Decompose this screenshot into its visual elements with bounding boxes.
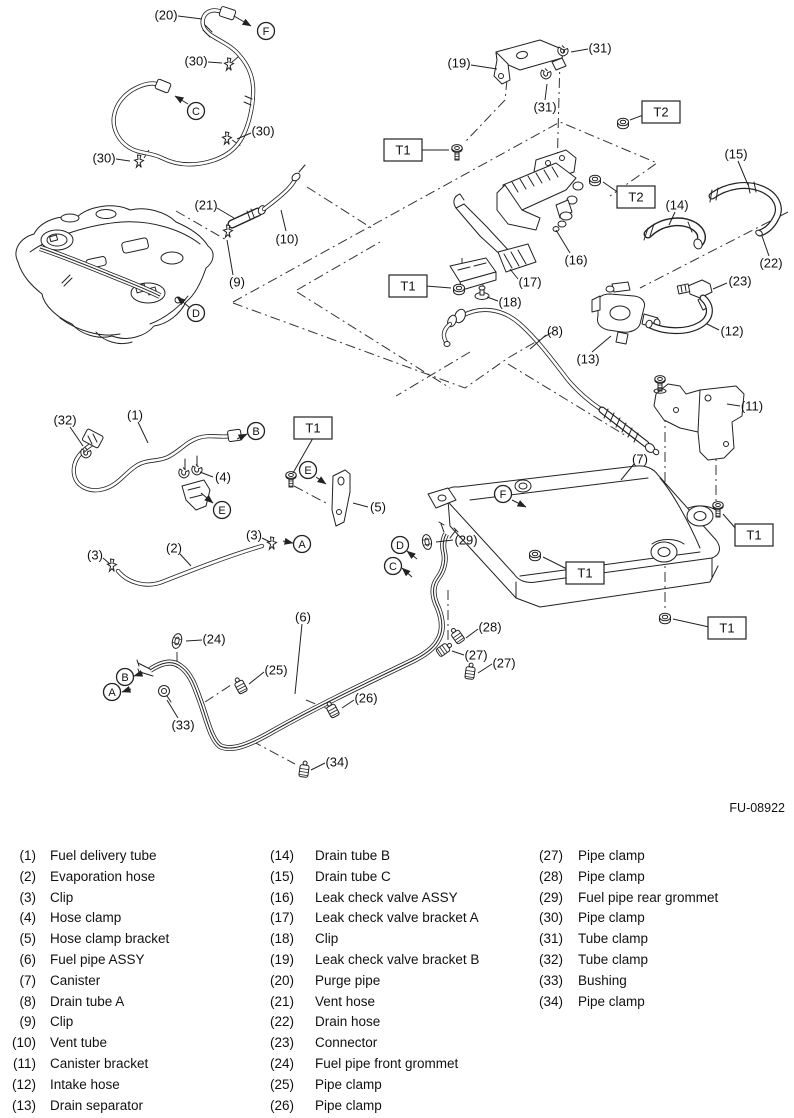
part-name: Hose clamp bracket (50, 931, 170, 947)
part-name: Pipe clamp (578, 848, 645, 863)
parts-list-row (258, 867, 479, 888)
purge-pipe-drawing (114, 6, 254, 167)
part-number: (29) (538, 889, 563, 905)
canister-drawing (428, 376, 744, 624)
part-callout: (31) (533, 99, 557, 115)
part-name: Canister (50, 972, 101, 988)
svg-text:D: D (192, 307, 200, 320)
part-callout: (21) (194, 197, 218, 213)
connection-markers (104, 23, 512, 701)
part-callout: (27) (492, 655, 516, 671)
part-callout: (25) (264, 662, 288, 678)
svg-text:F: F (262, 25, 270, 38)
part-name: Vent tube (50, 1035, 108, 1051)
parts-list-row (258, 1012, 479, 1033)
connection-marker (294, 536, 311, 553)
part-number: (26) (269, 1097, 294, 1113)
parts-list-row (258, 1054, 479, 1075)
part-callout: (13) (576, 351, 600, 367)
svg-text:T1: T1 (719, 620, 735, 636)
part-number: (34) (538, 993, 563, 1009)
connection-marker (495, 486, 512, 503)
bracket-19-drawing (494, 40, 568, 84)
svg-text:E: E (218, 504, 226, 517)
part-name: Hose clamp (50, 910, 122, 926)
connection-marker (188, 305, 205, 322)
parts-list-row (0, 1033, 169, 1054)
part-name: Drain separator (50, 1097, 144, 1113)
parts-list-row (0, 1096, 169, 1117)
part-callout: (32) (53, 412, 77, 428)
part-name: Fuel pipe front grommet (315, 1055, 459, 1071)
svg-text:C: C (192, 105, 200, 118)
part-name: Evaporation hose (50, 868, 156, 884)
part-name: Intake hose (50, 1076, 120, 1092)
connection-marker (248, 423, 265, 440)
parts-list-row (258, 1033, 479, 1054)
torque-label (617, 186, 655, 208)
torque-label (735, 524, 773, 546)
parts-list-row (527, 908, 718, 929)
part-number: (3) (19, 889, 36, 905)
part-callout: (8) (547, 323, 563, 339)
parts-list-row (527, 950, 718, 971)
parts-list-row (0, 846, 169, 867)
part-name: Leak check valve bracket A (315, 910, 479, 926)
parts-list-row (527, 992, 718, 1013)
part-callout: (34) (325, 754, 349, 770)
part-number: (8) (19, 993, 36, 1009)
leak-check-valve-drawing (450, 118, 629, 299)
torque-label (389, 275, 427, 297)
part-callout: (26) (354, 690, 378, 706)
part-number: (19) (269, 951, 294, 967)
svg-text:T1: T1 (577, 565, 593, 581)
parts-list-row (527, 867, 718, 888)
part-number: (28) (538, 868, 563, 884)
connection-arrows (122, 16, 526, 692)
parts-list-row (0, 971, 169, 992)
part-number: (9) (19, 1014, 36, 1030)
parts-list-row (258, 992, 479, 1013)
part-number: (18) (269, 931, 294, 947)
part-callout: (27) (464, 647, 488, 663)
part-name: Leak check valve bracket B (315, 951, 480, 967)
part-number: (6) (19, 951, 36, 967)
part-callout: (3) (87, 547, 103, 563)
svg-text:B: B (121, 671, 129, 684)
part-number: (31) (538, 931, 563, 947)
part-name: Fuel pipe ASSY (50, 951, 145, 967)
part-callout: (4) (215, 469, 231, 485)
part-name: Clip (50, 1014, 74, 1030)
parts-list-row (0, 1012, 169, 1033)
part-name: Pipe clamp (578, 993, 645, 1009)
part-callout: (20) (154, 7, 178, 23)
part-name: Drain hose (315, 1014, 381, 1030)
part-name: Leak check valve ASSY (315, 889, 458, 905)
part-callout: (10) (275, 231, 299, 247)
part-name: Purge pipe (315, 972, 381, 988)
parts-list-row (258, 908, 479, 929)
part-name: Drain tube A (50, 993, 125, 1009)
parts-list-row (258, 950, 479, 971)
part-number: (12) (11, 1076, 36, 1092)
svg-text:E: E (304, 464, 312, 477)
part-callout: (17) (518, 274, 542, 290)
figure-code: FU-08922 (729, 801, 785, 815)
part-callout: (6) (295, 609, 311, 625)
part-callout: (3) (246, 527, 262, 543)
part-number: (16) (269, 889, 294, 905)
part-name: Drain tube B (315, 848, 391, 863)
parts-list-row (258, 1096, 479, 1117)
part-callout: (11) (740, 398, 764, 414)
part-callout: (30) (251, 123, 275, 139)
vent-hose-drawing (223, 165, 305, 238)
part-name: Pipe clamp (315, 1076, 382, 1092)
svg-text:T1: T1 (305, 420, 321, 436)
parts-list-row (258, 846, 479, 867)
parts-list-row (527, 929, 718, 950)
torque-label (566, 562, 604, 584)
part-callout: (22) (759, 255, 783, 271)
part-number: (2) (19, 868, 36, 884)
part-callout: (24) (202, 631, 226, 647)
svg-text:A: A (298, 538, 306, 551)
connection-marker (300, 462, 317, 479)
svg-text:B: B (252, 425, 260, 438)
part-callout: (28) (478, 619, 502, 635)
part-number: (14) (269, 848, 294, 863)
parts-list-column (258, 846, 479, 1116)
part-number: (15) (269, 868, 294, 884)
connection-marker (117, 669, 134, 686)
part-name: Tube clamp (578, 931, 649, 947)
part-number: (23) (269, 1035, 294, 1051)
part-number: (10) (11, 1035, 36, 1051)
parts-list-row (258, 888, 479, 909)
part-number: (4) (19, 910, 36, 926)
part-number: (32) (538, 951, 563, 967)
part-number: (27) (538, 848, 563, 863)
part-number: (13) (11, 1097, 36, 1113)
connection-marker (385, 558, 402, 575)
part-callout: (12) (720, 323, 744, 339)
svg-text:T2: T2 (653, 104, 669, 120)
parts-list-row (258, 971, 479, 992)
part-callout: (9) (229, 274, 245, 290)
part-name: Tube clamp (578, 951, 649, 967)
part-name: Bushing (578, 972, 627, 988)
connection-marker (392, 537, 409, 554)
part-name: Clip (315, 931, 339, 947)
connection-marker (258, 23, 275, 40)
part-number: (24) (269, 1055, 294, 1071)
part-callout: (1) (127, 407, 143, 423)
parts-list-row (527, 971, 718, 992)
part-name: Pipe clamp (315, 1097, 382, 1113)
part-name: Fuel delivery tube (50, 848, 157, 863)
part-callout: (7) (632, 451, 648, 467)
parts-list-row (0, 929, 169, 950)
svg-text:T1: T1 (400, 278, 416, 294)
parts-list-row (0, 888, 169, 909)
fuel-pipe-assy-drawing (137, 522, 476, 778)
parts-list-row (527, 846, 718, 867)
part-number: (22) (269, 1014, 294, 1030)
part-number: (7) (19, 972, 36, 988)
parts-list-row (0, 1075, 169, 1096)
svg-text:T1: T1 (395, 142, 411, 158)
part-name: Drain tube C (315, 868, 391, 884)
part-name: Canister bracket (50, 1055, 149, 1071)
torque-label (384, 139, 422, 161)
svg-text:A: A (108, 686, 116, 699)
part-number: (17) (269, 910, 294, 926)
torque-label (294, 417, 332, 439)
parts-list-row (0, 950, 169, 971)
part-callout: (23) (728, 273, 752, 289)
evaporation-hose-drawing (107, 537, 276, 585)
part-callout: (29) (454, 532, 478, 548)
part-callout: (14) (665, 197, 689, 213)
part-callout: (15) (724, 146, 748, 162)
part-name: Pipe clamp (578, 868, 645, 884)
svg-text:C: C (389, 560, 397, 573)
part-callout: (19) (447, 55, 471, 71)
part-name: Connector (315, 1035, 378, 1051)
part-name: Fuel pipe rear grommet (578, 889, 719, 905)
connection-marker (188, 103, 205, 120)
torque-label (642, 101, 680, 123)
part-number: (1) (19, 848, 36, 863)
part-callout: (16) (564, 252, 588, 268)
parts-list-column (527, 846, 718, 1012)
part-callout: (33) (171, 717, 195, 733)
part-number: (30) (538, 910, 563, 926)
parts-list-row (0, 1054, 169, 1075)
connection-marker (214, 502, 231, 519)
part-name: Pipe clamp (578, 910, 645, 926)
part-callout: (30) (184, 53, 208, 69)
fuel-tank-drawing (16, 206, 213, 344)
parts-list-row (0, 992, 169, 1013)
connection-marker (104, 684, 121, 701)
torque-label (708, 617, 746, 639)
part-number: (25) (269, 1076, 294, 1092)
svg-text:T2: T2 (628, 189, 644, 205)
parts-list-column (0, 846, 169, 1116)
part-callout: (5) (370, 499, 386, 515)
part-number: (5) (19, 931, 36, 947)
parts-list-row (258, 1075, 479, 1096)
parts-list-row (527, 888, 718, 909)
parts-list-row (0, 867, 169, 888)
parts-list-row (258, 929, 479, 950)
part-number: (21) (269, 993, 294, 1009)
svg-text:F: F (499, 488, 507, 501)
part-callout: (30) (92, 150, 116, 166)
svg-text:T1: T1 (746, 527, 762, 543)
part-callout: (2) (166, 540, 182, 556)
svg-text:D: D (396, 539, 404, 552)
part-number: (11) (12, 1055, 36, 1071)
part-name: Clip (50, 889, 74, 905)
part-number: (20) (269, 972, 294, 988)
part-name: Vent hose (315, 993, 376, 1009)
part-number: (33) (538, 972, 563, 988)
part-callout: (31) (588, 40, 612, 56)
part-callout: (18) (498, 294, 522, 310)
parts-list-row (0, 908, 169, 929)
